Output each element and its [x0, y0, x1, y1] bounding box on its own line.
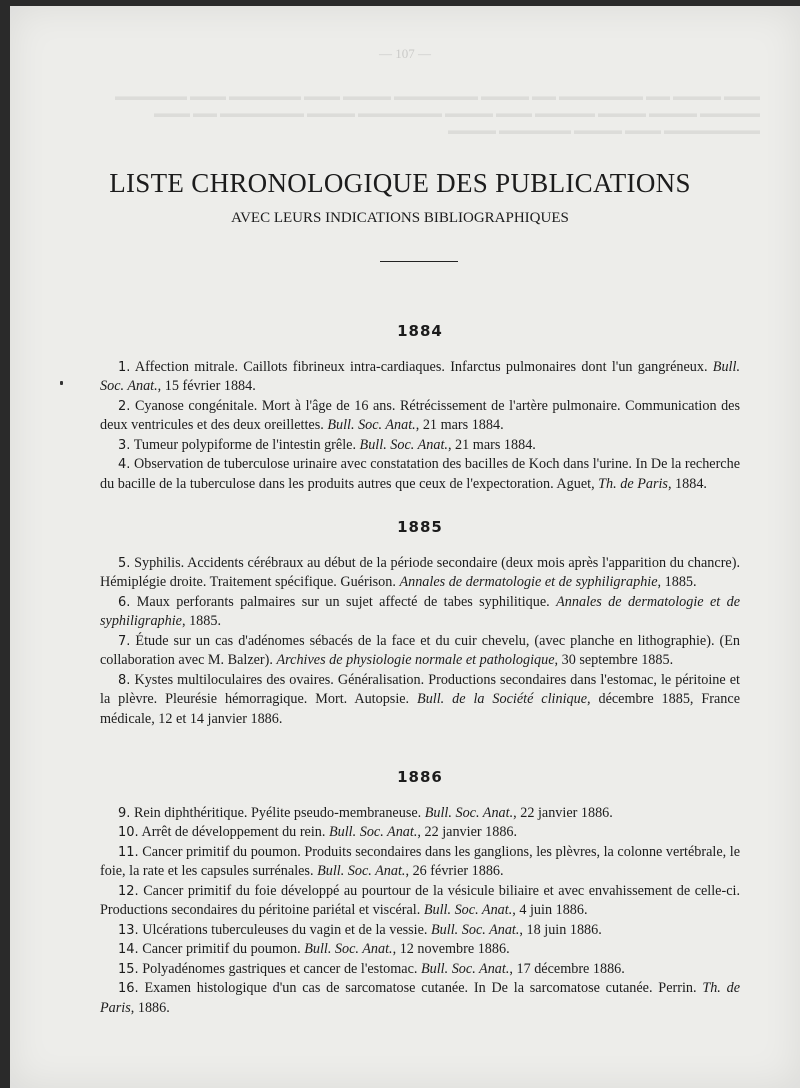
- list-item: 10. Arrêt de développement du rein. Bull. Soc. Anat., 22 janvier 1886.: [118, 824, 518, 840]
- section-1886: [100, 768, 740, 1018]
- title-divider: [380, 261, 458, 262]
- year-heading: 1885: [397, 518, 443, 536]
- page-number: — 107 —: [379, 46, 431, 61]
- list-item: 8. Kystes multiloculaires des ovaires. Généralisation. Productions secondaires dans l'estomac, le péritoine et la plèvre. Pleurésie hémorragique. Mort. Autopsie. Bull. de la Société clinique, décembre 1885, France médicale, 12 et 14 janvier 1886.: [100, 671, 740, 727]
- list-item: 12. Cancer primitif du foie développé au pourtour de la vésicule biliaire et avec envahissement de celle-ci. Productions secondaires du péritoine pariétal et viscéral. Bull. Soc. Anat., 4 juin 1886.: [100, 882, 740, 918]
- list-item: 14. Cancer primitif du poumon. Bull. Soc. Anat., 12 novembre 1886.: [118, 941, 510, 957]
- year-heading: 1886: [397, 768, 443, 786]
- list-item: 11. Cancer primitif du poumon. Produits secondaires dans les ganglions, les plèvres, la colonne vertébrale, le foie, la rate et les capsules surrénales. Bull. Soc. Anat., 26 février 1886.: [100, 843, 740, 879]
- year-heading: 1884: [397, 322, 443, 340]
- bleed-through-text: ▬▬▬ ▬▬▬▬ ▬▬ ▬▬▬▬▬▬▬ ▬▬ ▬▬▬▬ ▬▬▬▬▬▬▬ ▬▬▬▬ ▬▬▬ ▬▬▬▬▬▬ ▬▬▬ ▬▬▬▬▬▬ ▬▬▬▬▬ ▬▬▬▬ ▬▬▬▬ ▬▬▬▬▬ ▬▬▬ ▬▬▬▬ ▬▬▬▬▬▬▬ ▬▬▬▬ ▬▬▬▬▬▬▬ ▬▬ ▬▬▬ ▬▬▬▬▬▬▬▬ ▬▬▬ ▬▬▬▬ ▬▬▬▬▬▬ ▬▬▬▬: [115, 89, 760, 137]
- list-item: 1. Affection mitrale. Caillots fibrineux intra-cardiaques. Infarctus pulmonaires dont l'un gangréneux. Bull. Soc. Anat., 15 février 1884.: [100, 358, 740, 394]
- list-item: 9. Rein diphthéritique. Pyélite pseudo-membraneuse. Bull. Soc. Anat., 22 janvier 1886.: [118, 804, 613, 821]
- section-1885: [100, 518, 740, 729]
- section-1884: [100, 322, 740, 494]
- list-item: 5. Syphilis. Accidents cérébraux au début de la période secondaire (deux mois après l'apparition du chancre). Hémiplégie droite. Traitement spécifique. Guérison. Annales de dermatologie et de syphiligraphie, 1885.: [100, 554, 740, 590]
- margin-mark: [60, 381, 63, 385]
- list-item: 3. Tumeur polypiforme de l'intestin grêle. Bull. Soc. Anat., 21 mars 1884.: [118, 436, 536, 453]
- list-item: 6. Maux perforants palmaires sur un sujet affecté de tabes syphilitique. Annales de dermatologie et de syphiligraphie, 1885.: [100, 593, 740, 629]
- page-title: LISTE CHRONOLOGIQUE DES PUBLICATIONS: [109, 168, 691, 198]
- list-item: 13. Ulcérations tuberculeuses du vagin et de la vessie. Bull. Soc. Anat., 18 juin 1886.: [118, 921, 602, 938]
- list-item: 7. Étude sur un cas d'adénomes sébacés de la face et du cuir chevelu, (avec planche en lithographie). (En collaboration avec M. Balzer). Archives de physiologie normale et pathologique, 30 septembre 1885.: [100, 632, 740, 668]
- page-subtitle: AVEC LEURS INDICATIONS BIBLIOGRAPHIQUES: [231, 210, 569, 226]
- list-item: 15. Polyadénomes gastriques et cancer de l'estomac. Bull. Soc. Anat., 17 décembre 1886.: [118, 960, 625, 977]
- list-item: 2. Cyanose congénitale. Mort à l'âge de 16 ans. Rétrécissement de l'artère pulmonaire. Communication des deux ventricules et des deux oreillettes. Bull. Soc. Anat., 21 mars 1884.: [100, 397, 740, 433]
- list-item: 4. Observation de tuberculose urinaire avec constatation des bacilles de Koch dans l'urine. In De la recherche du bacille de la tuberculose dans les produits autres que ceux de l'expectoration. Aguet, Th. de Paris, 1884.: [100, 456, 740, 492]
- list-item: 16. Examen histologique d'un cas de sarcomatose cutanée. In De la sarcomatose cutanée. Perrin. Th. de Paris, 1886.: [100, 980, 741, 1016]
